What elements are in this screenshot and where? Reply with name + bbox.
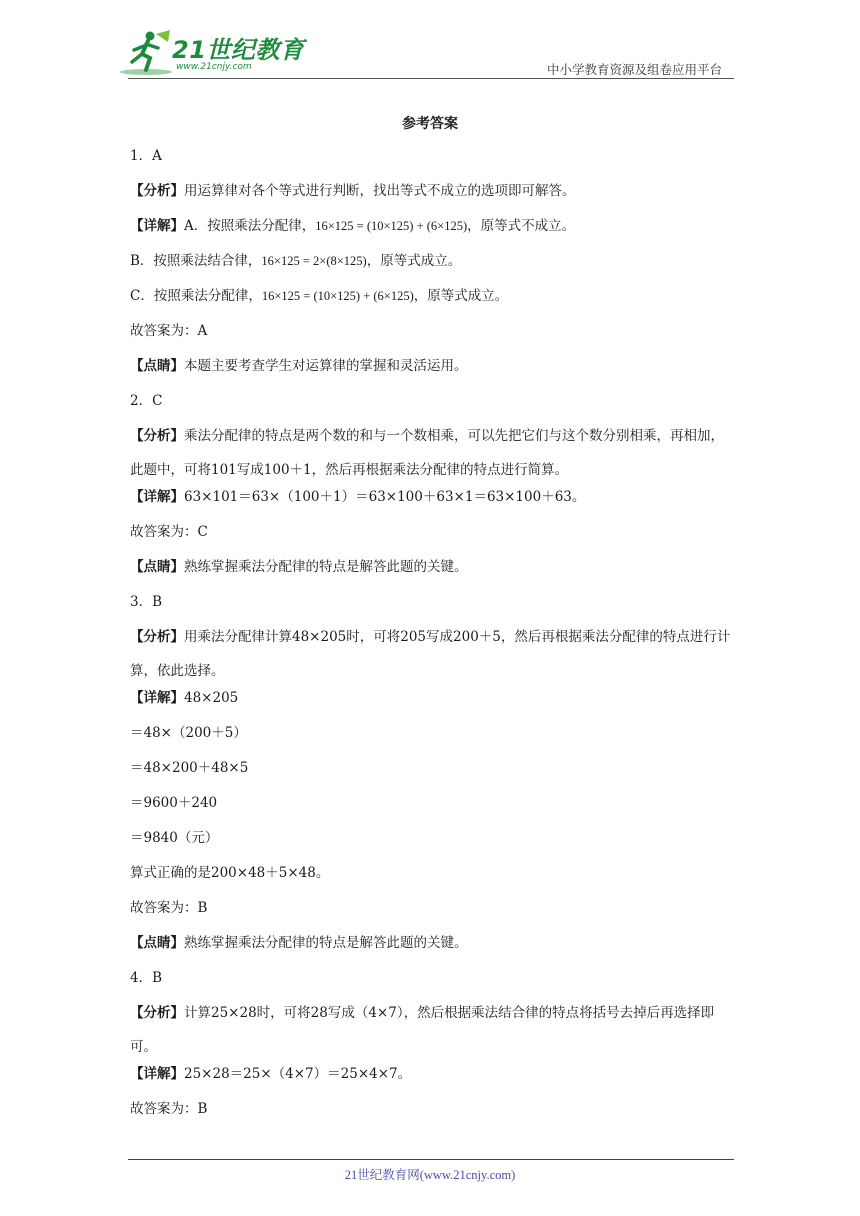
- footer-text: 21世纪教育网(www.21cnjy.com): [344, 1168, 516, 1182]
- line-text: 用运算律对各个等式进行判断，找出等式不成立的选项即可解答。: [184, 183, 576, 199]
- logo-url: www.21cnjy.com: [176, 62, 252, 72]
- line-text: 25×28＝25×（4×7）＝25×4×7。: [184, 1066, 412, 1082]
- section-tag: 【分析】: [130, 1005, 184, 1021]
- line-text: ＝9840（元）: [130, 830, 219, 846]
- line-text: 熟练掌握乘法分配律的特点是解答此题的关键。: [184, 935, 468, 951]
- line-text: ＝9600＋240: [130, 795, 218, 811]
- logo-text: 21世纪教育: [172, 36, 305, 64]
- line-text: 1．A: [130, 148, 162, 164]
- runner-logo-icon: [120, 28, 176, 76]
- line-text: 故答案为：B: [130, 900, 208, 916]
- line-text: C．按照乘法分配律，: [130, 288, 262, 304]
- answer-line: [130, 829, 734, 847]
- line-text-after: ，原等式不成立。: [467, 218, 576, 234]
- section-tag: 【详解】: [130, 218, 184, 234]
- section-tag: 【分析】: [130, 183, 184, 199]
- line-text: 乘法分配律的特点是两个数的和与一个数相乘，可以先把它们与这个数分别相乘，再相加，此题中，可将101写成100＋1，然后再根据乘法分配律的特点进行简算。: [130, 428, 724, 478]
- section-tag: 【分析】: [130, 428, 184, 444]
- line-text: ＝48×（200＋5）: [130, 725, 247, 741]
- math-expression: 16×125 = 2×(8×125): [261, 254, 367, 268]
- answer-line: [130, 488, 734, 506]
- line-text: 故答案为：B: [130, 1101, 208, 1117]
- line-text: 4．B: [130, 970, 163, 986]
- line-text: 2．C: [130, 393, 163, 409]
- answer-line: [130, 287, 734, 305]
- answer-line: [130, 217, 734, 235]
- footer-divider: [128, 1159, 734, 1160]
- answer-line: [130, 724, 734, 742]
- answer-content: [130, 147, 734, 1135]
- answer-line: [130, 620, 734, 688]
- line-text: A．按照乘法分配律，: [184, 218, 316, 234]
- line-text: 算式正确的是200×48＋5×48。: [130, 865, 330, 881]
- header-divider: [128, 78, 734, 79]
- answer-line: [130, 558, 734, 576]
- answer-line: [130, 322, 734, 340]
- answer-line: [130, 689, 734, 707]
- line-text: 本题主要考查学生对运算律的掌握和灵活运用。: [184, 358, 468, 374]
- section-tag: 【点睛】: [130, 358, 184, 374]
- answer-line: [130, 593, 734, 611]
- line-text: B．按照乘法结合律，: [130, 253, 262, 269]
- answer-line: [130, 1100, 734, 1118]
- line-text: 熟练掌握乘法分配律的特点是解答此题的关键。: [184, 559, 468, 575]
- answer-line: [130, 794, 734, 812]
- platform-name: 中小学教育资源及组卷应用平台: [546, 62, 722, 77]
- answer-line: [130, 969, 734, 987]
- answer-line: [130, 934, 734, 952]
- page-header: [0, 0, 860, 80]
- page-title: 参考答案: [402, 116, 458, 132]
- answer-line: [130, 182, 734, 200]
- section-tag: 【详解】: [130, 1066, 184, 1082]
- line-text: 用乘法分配律计算48×205时，可将205写成200＋5，然后再根据乘法分配律的特点进行计算，依此选择。: [130, 629, 731, 679]
- line-text: 48×205: [184, 690, 239, 706]
- answer-line: [130, 147, 734, 165]
- section-tag: 【详解】: [130, 690, 184, 706]
- answer-line: [130, 899, 734, 917]
- answer-line: [130, 759, 734, 777]
- line-text: ＝48×200＋48×5: [130, 760, 249, 776]
- line-text: 故答案为：A: [130, 323, 208, 339]
- site-logo: [120, 28, 305, 78]
- answer-line: [130, 392, 734, 410]
- section-tag: 【点睛】: [130, 559, 184, 575]
- section-tag: 【点睛】: [130, 935, 184, 951]
- line-text: 3．B: [130, 594, 163, 610]
- answer-line: [130, 523, 734, 541]
- line-text-after: ，原等式成立。: [366, 253, 462, 269]
- answer-line: [130, 996, 734, 1064]
- answer-line: [130, 864, 734, 882]
- line-text: 故答案为：C: [130, 524, 208, 540]
- answer-line: [130, 357, 734, 375]
- answer-line: [130, 1065, 734, 1083]
- line-text: 计算25×28时，可将28写成（4×7），然后根据乘法结合律的特点将括号去掉后再选择即可。: [130, 1005, 715, 1055]
- section-tag: 【分析】: [130, 629, 184, 645]
- math-expression: 16×125 = (10×125) + (6×125): [315, 219, 468, 233]
- line-text-after: ，原等式成立。: [413, 288, 509, 304]
- line-text: 63×101＝63×（100＋1）＝63×100＋63×1＝63×100＋63。: [184, 489, 586, 505]
- answer-line: [130, 252, 734, 270]
- answer-line: [130, 419, 734, 487]
- math-expression: 16×125 = (10×125) + (6×125): [261, 289, 414, 303]
- section-tag: 【详解】: [130, 489, 184, 505]
